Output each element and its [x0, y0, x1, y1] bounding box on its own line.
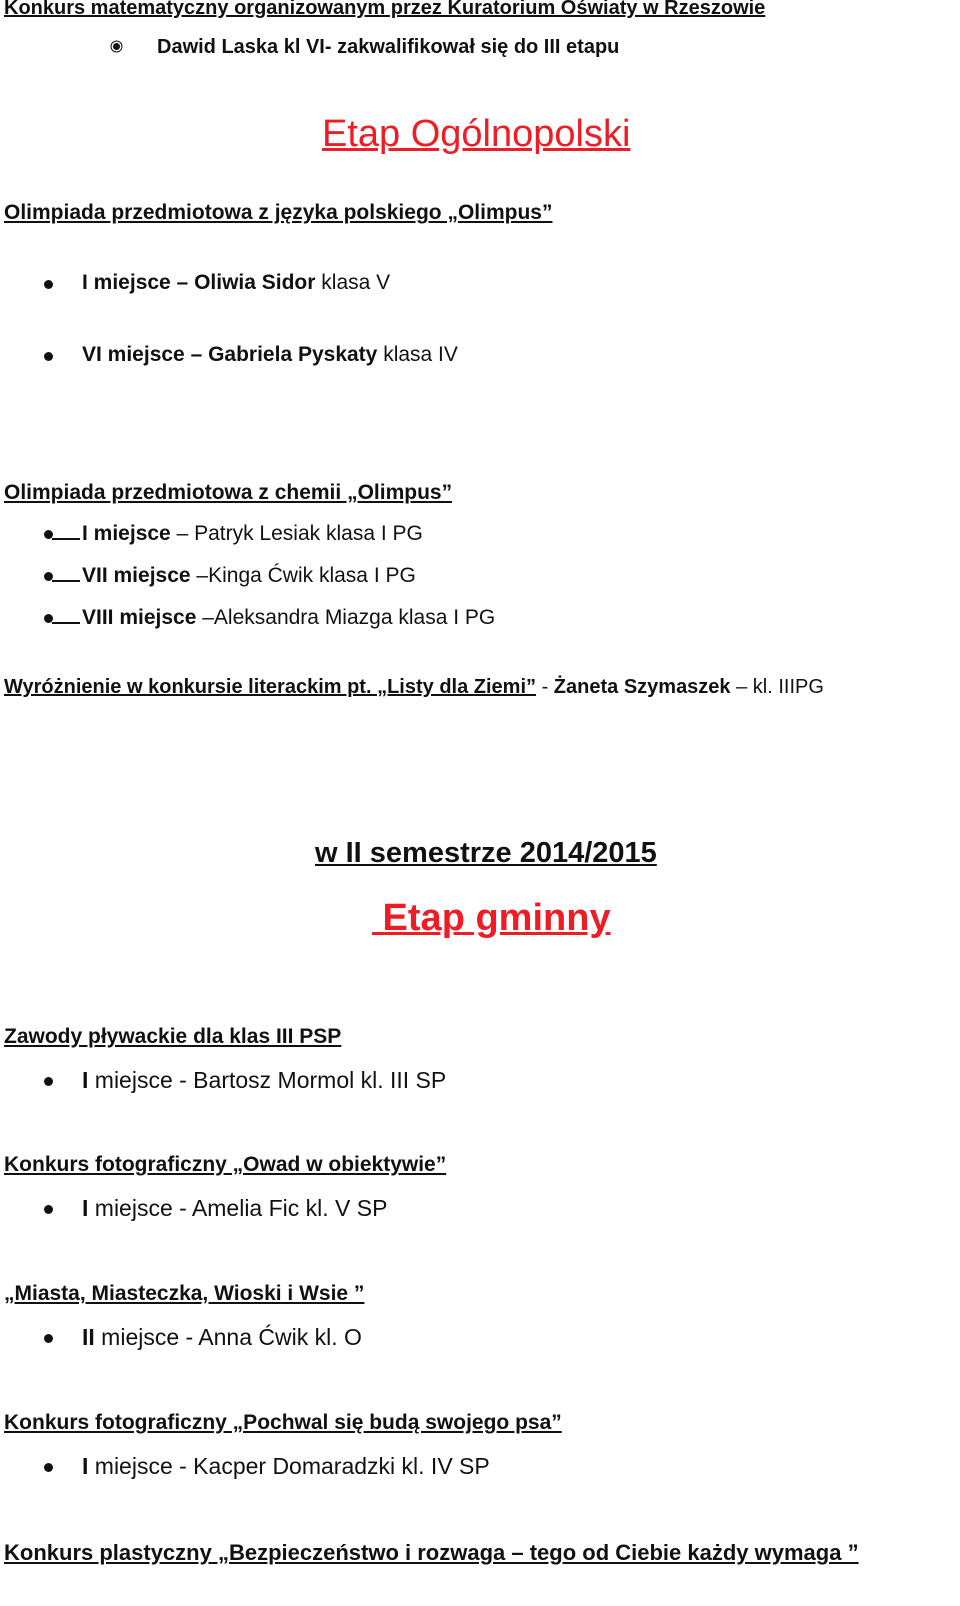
bullet-icon [44, 352, 53, 361]
semester-title: w II semestrze 2014/2015 [315, 837, 657, 869]
swimming-contest-item: I miejsce - Bartosz Mormol kl. III SP [82, 1067, 447, 1093]
olimpus-chem-header: Olimpiada przedmiotowa z chemii „Olimpus” [4, 481, 453, 504]
bullet-icon [44, 1463, 53, 1472]
bullet-icon [44, 1077, 53, 1086]
towns-contest-header: „Miasta, Miasteczka, Wioski i Wsie ” [4, 1282, 365, 1305]
olimpus-polish-item: VI miejsce – Gabriela Pyskaty klasa IV [82, 343, 458, 366]
art-contest-header: Konkurs plastyczny „Bezpieczeństwo i rozwaga – tego od Ciebie każdy wymaga ” [4, 1540, 859, 1565]
section-title-municipal: Etap gminny [372, 897, 611, 939]
olimpus-polish-item: I miejsce – Oliwia Sidor klasa V [82, 271, 391, 294]
olimpus-polish-header: Olimpiada przedmiotowa z języka polskiego „Olimpus” [4, 201, 553, 224]
bullet-icon [44, 1334, 53, 1343]
olimpus-chem-item: VII miejsce –Kinga Ćwik klasa I PG [52, 562, 416, 588]
bullet-icon [44, 280, 53, 289]
swimming-contest-header: Zawody pływackie dla klas III PSP [4, 1025, 342, 1048]
literary-distinction: Wyróżnienie w konkursie literackim pt. „Listy dla Ziemi” - Żaneta Szymaszek – kl. IIIPG [4, 676, 824, 698]
photo-dog-header: Konkurs fotograficzny „Pochwal się budą swojego psa” [4, 1411, 562, 1434]
towns-contest-item: II miejsce - Anna Ćwik kl. O [82, 1324, 362, 1350]
bullet-icon [44, 1205, 53, 1214]
math-contest-header: Konkurs matematyczny organizowanym przez Kuratorium Oświaty w Rzeszowie [4, 0, 766, 19]
section-title-national: Etap Ogólnopolski [322, 113, 631, 155]
bullet-icon [113, 43, 120, 50]
photo-insect-item: I miejsce - Amelia Fic kl. V SP [82, 1195, 388, 1221]
olimpus-chem-item: VIII miejsce –Aleksandra Miazga klasa I PG [52, 604, 495, 630]
photo-dog-item: I miejsce - Kacper Domaradzki kl. IV SP [82, 1453, 490, 1479]
photo-insect-header: Konkurs fotograficzny „Owad w obiektywie” [4, 1153, 447, 1176]
math-contest-item: Dawid Laska kl VI- zakwalifikował się do III etapu [157, 36, 620, 58]
olimpus-chem-item: I miejsce – Patryk Lesiak klasa I PG [52, 520, 423, 546]
